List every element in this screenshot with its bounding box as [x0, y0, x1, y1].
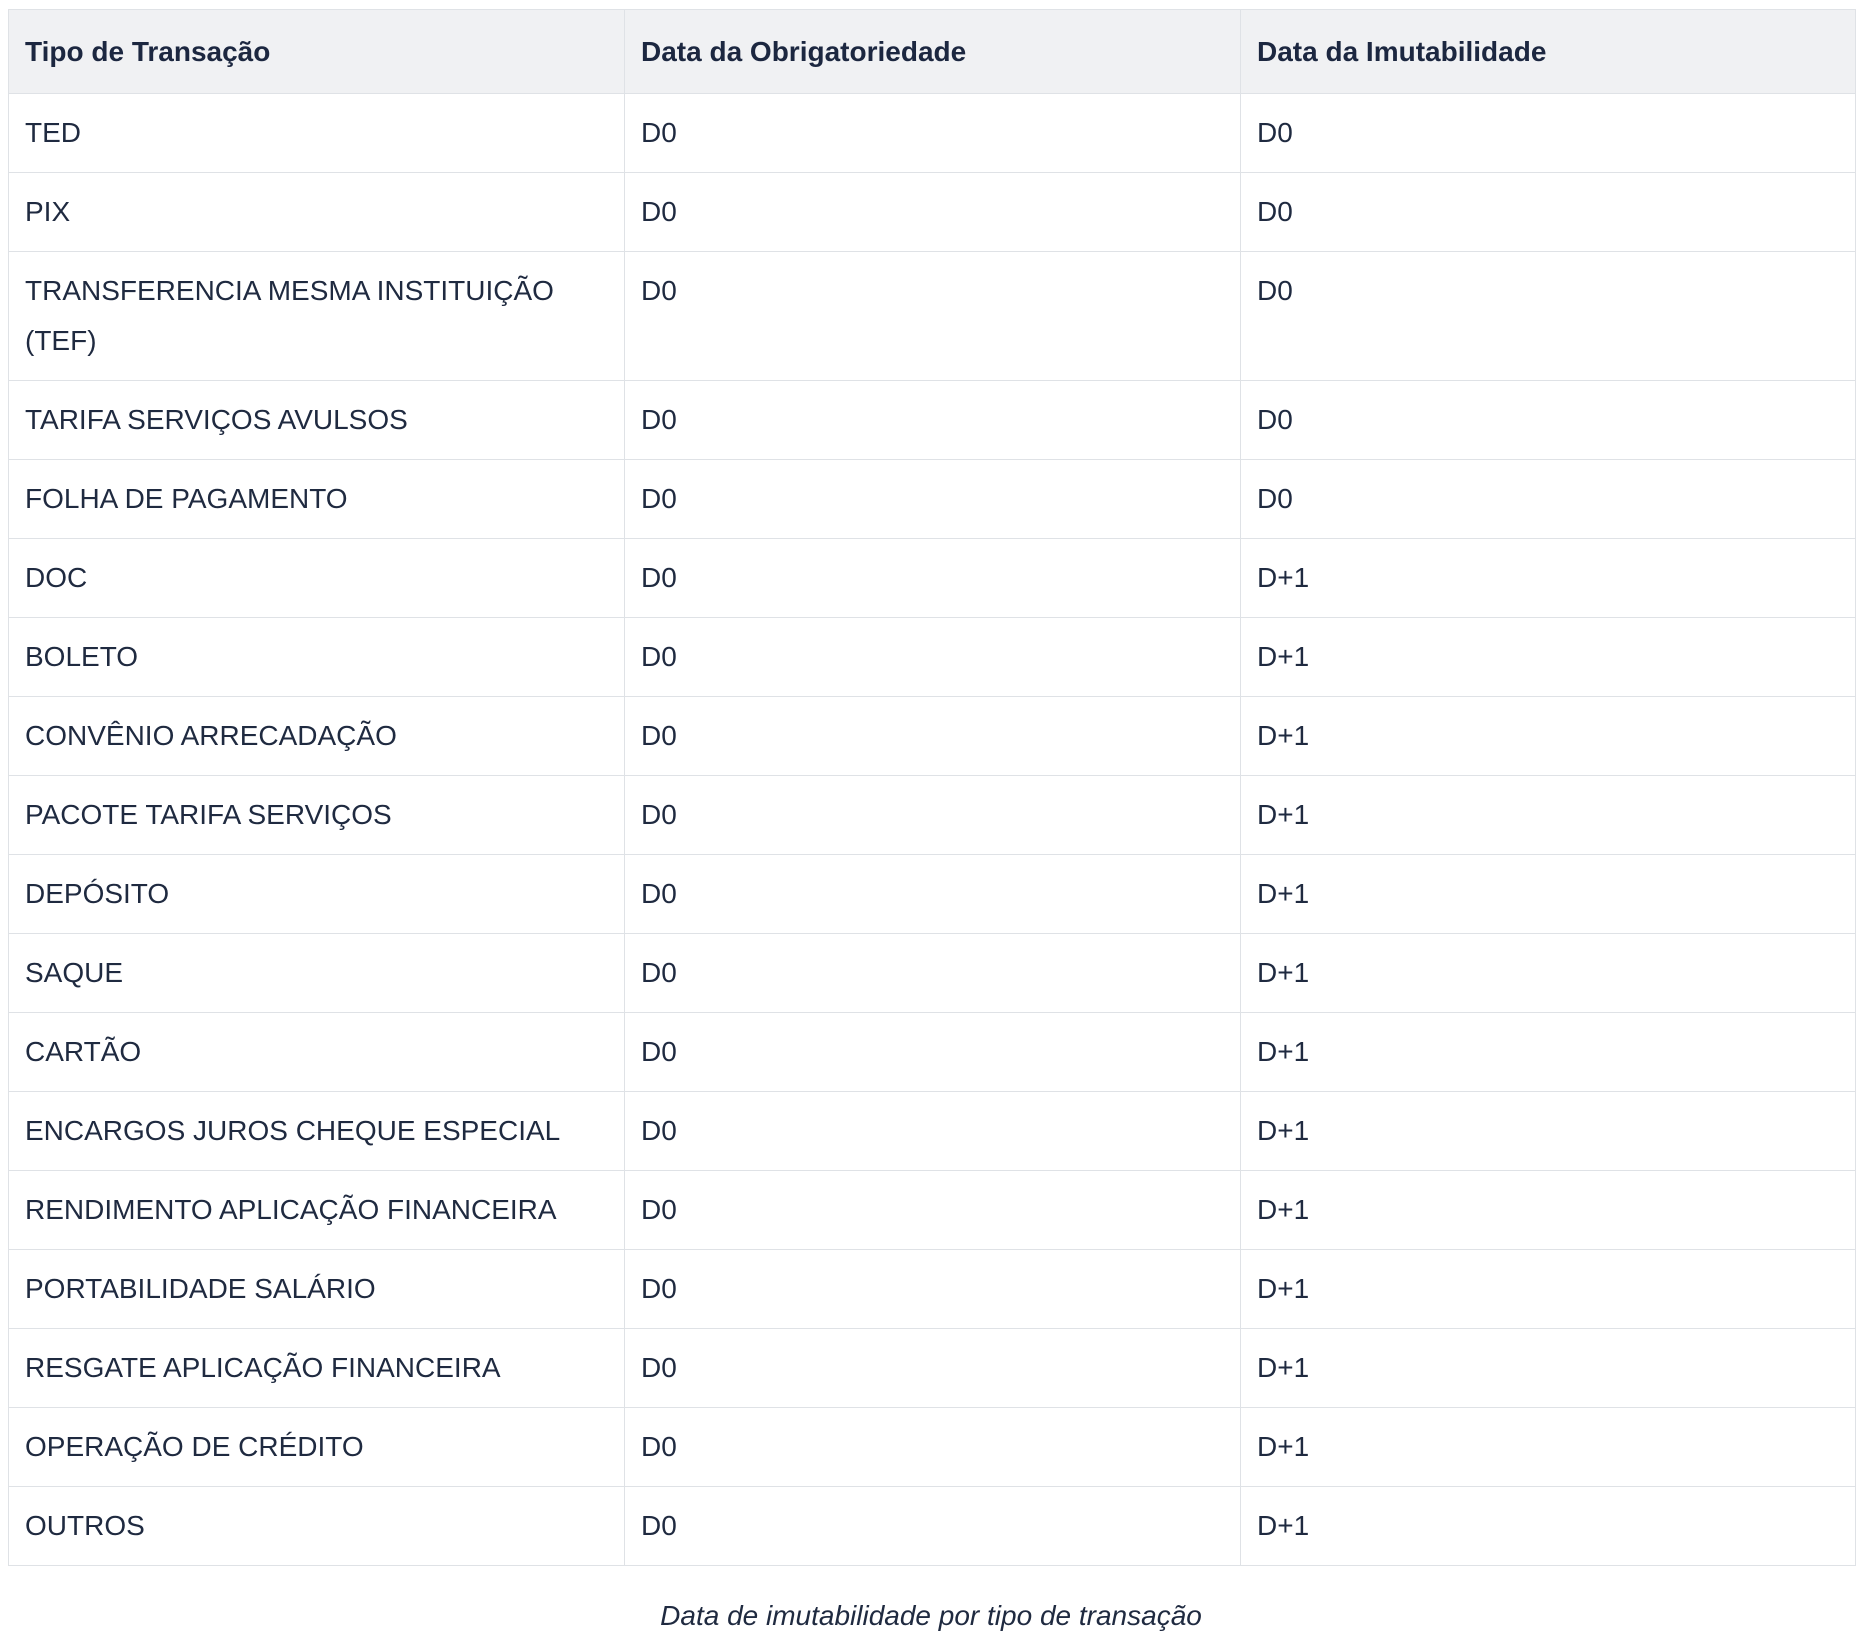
- cell-immutability-date: D+1: [1241, 776, 1856, 855]
- cell-transaction-type: OPERAÇÃO DE CRÉDITO: [9, 1408, 625, 1487]
- cell-transaction-type: PORTABILIDADE SALÁRIO: [9, 1250, 625, 1329]
- cell-transaction-type: TED: [9, 94, 625, 173]
- cell-immutability-date: D0: [1241, 173, 1856, 252]
- table-row: [9, 618, 1856, 697]
- cell-mandatory-date: D0: [625, 173, 1241, 252]
- cell-transaction-type: CARTÃO: [9, 1013, 625, 1092]
- cell-transaction-type: RENDIMENTO APLICAÇÃO FINANCEIRA: [9, 1171, 625, 1250]
- cell-immutability-date: D0: [1241, 252, 1856, 381]
- cell-mandatory-date: D0: [625, 94, 1241, 173]
- cell-immutability-date: D+1: [1241, 1250, 1856, 1329]
- cell-mandatory-date: D0: [625, 539, 1241, 618]
- cell-mandatory-date: D0: [625, 1092, 1241, 1171]
- cell-immutability-date: D0: [1241, 94, 1856, 173]
- cell-mandatory-date: D0: [625, 1408, 1241, 1487]
- cell-immutability-date: D+1: [1241, 1487, 1856, 1566]
- cell-mandatory-date: D0: [625, 1013, 1241, 1092]
- table-header-row: [9, 10, 1856, 94]
- cell-transaction-type: TRANSFERENCIA MESMA INSTITUIÇÃO (TEF): [9, 252, 625, 381]
- cell-immutability-date: D+1: [1241, 1013, 1856, 1092]
- cell-immutability-date: D0: [1241, 381, 1856, 460]
- header-immutability-date: Data da Imutabilidade: [1241, 10, 1856, 94]
- cell-transaction-type: RESGATE APLICAÇÃO FINANCEIRA: [9, 1329, 625, 1408]
- cell-mandatory-date: D0: [625, 934, 1241, 1013]
- cell-mandatory-date: D0: [625, 697, 1241, 776]
- table-row: [9, 252, 1856, 381]
- cell-immutability-date: D0: [1241, 460, 1856, 539]
- cell-transaction-type: CONVÊNIO ARRECADAÇÃO: [9, 697, 625, 776]
- cell-transaction-type: FOLHA DE PAGAMENTO: [9, 460, 625, 539]
- cell-mandatory-date: D0: [625, 460, 1241, 539]
- table-row: [9, 855, 1856, 934]
- table-row: [9, 697, 1856, 776]
- table-row: [9, 934, 1856, 1013]
- cell-transaction-type: PIX: [9, 173, 625, 252]
- table-row: [9, 1487, 1856, 1566]
- cell-transaction-type: BOLETO: [9, 618, 625, 697]
- cell-immutability-date: D+1: [1241, 855, 1856, 934]
- cell-immutability-date: D+1: [1241, 1329, 1856, 1408]
- table-row: [9, 1171, 1856, 1250]
- cell-mandatory-date: D0: [625, 776, 1241, 855]
- table-row: [9, 173, 1856, 252]
- cell-transaction-type: DOC: [9, 539, 625, 618]
- table-row: [9, 1408, 1856, 1487]
- table-row: [9, 1250, 1856, 1329]
- cell-mandatory-date: D0: [625, 1171, 1241, 1250]
- cell-mandatory-date: D0: [625, 381, 1241, 460]
- cell-immutability-date: D+1: [1241, 1092, 1856, 1171]
- cell-mandatory-date: D0: [625, 618, 1241, 697]
- table-row: [9, 460, 1856, 539]
- table-container: [8, 9, 1855, 1566]
- cell-mandatory-date: D0: [625, 1329, 1241, 1408]
- table-row: [9, 381, 1856, 460]
- table-caption: Data de imutabilidade por tipo de transação: [660, 1600, 1202, 1631]
- cell-mandatory-date: D0: [625, 252, 1241, 381]
- cell-transaction-type: PACOTE TARIFA SERVIÇOS: [9, 776, 625, 855]
- cell-immutability-date: D+1: [1241, 618, 1856, 697]
- cell-mandatory-date: D0: [625, 1487, 1241, 1566]
- cell-immutability-date: D+1: [1241, 1408, 1856, 1487]
- table-row: [9, 1329, 1856, 1408]
- table-row: [9, 94, 1856, 173]
- cell-immutability-date: D+1: [1241, 934, 1856, 1013]
- header-transaction-type: Tipo de Transação: [9, 10, 625, 94]
- table-row: [9, 539, 1856, 618]
- cell-immutability-date: D+1: [1241, 697, 1856, 776]
- cell-transaction-type: ENCARGOS JUROS CHEQUE ESPECIAL: [9, 1092, 625, 1171]
- cell-transaction-type: OUTROS: [9, 1487, 625, 1566]
- cell-immutability-date: D+1: [1241, 539, 1856, 618]
- cell-transaction-type: TARIFA SERVIÇOS AVULSOS: [9, 381, 625, 460]
- table-row: [9, 1092, 1856, 1171]
- header-mandatory-date: Data da Obrigatoriedade: [625, 10, 1241, 94]
- transaction-table: [8, 9, 1856, 1566]
- cell-immutability-date: D+1: [1241, 1171, 1856, 1250]
- cell-transaction-type: SAQUE: [9, 934, 625, 1013]
- table-row: [9, 776, 1856, 855]
- cell-mandatory-date: D0: [625, 1250, 1241, 1329]
- cell-transaction-type: DEPÓSITO: [9, 855, 625, 934]
- cell-mandatory-date: D0: [625, 855, 1241, 934]
- table-row: [9, 1013, 1856, 1092]
